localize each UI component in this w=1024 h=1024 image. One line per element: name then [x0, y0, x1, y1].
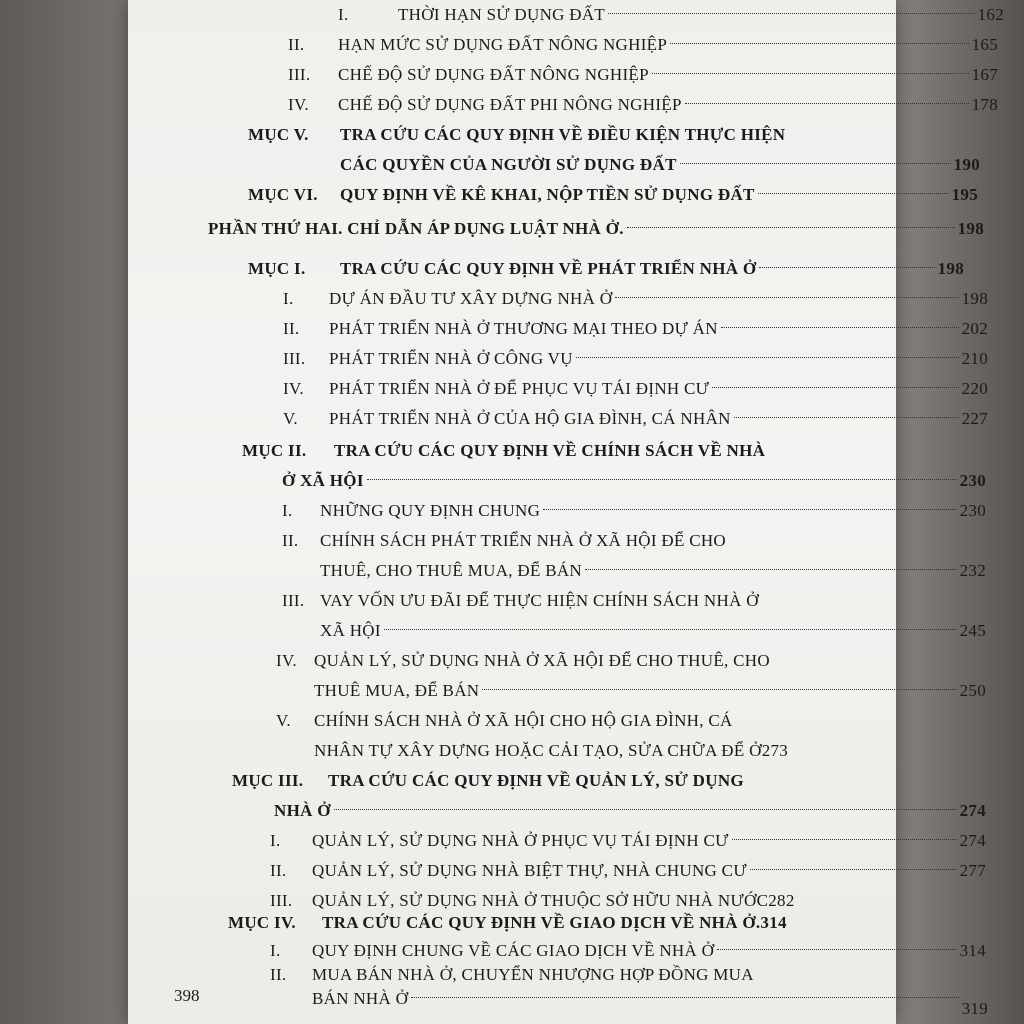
toc-line: CÁC QUYỀN CỦA NGƯỜI SỬ DỤNG ĐẤT 190: [340, 155, 980, 174]
toc-section-heading: MỤC IV. TRA CỨU CÁC QUY ĐỊNH VỀ GIAO DỊCH VỀ NHÀ Ở.314: [228, 913, 787, 932]
toc-section-heading: MỤC V. TRA CỨU CÁC QUY ĐỊNH VỀ ĐIỀU KIỆN THỰC HIỆN: [248, 125, 786, 144]
toc-line: I. DỰ ÁN ĐẦU TƯ XÂY DỰNG NHÀ Ở 198: [283, 289, 988, 308]
toc-line: III. PHÁT TRIỂN NHÀ Ở CÔNG VỤ 210: [283, 349, 988, 368]
toc-line: III. CHẾ ĐỘ SỬ DỤNG ĐẤT NÔNG NGHIỆP 167: [288, 65, 998, 84]
toc-line: II. MUA BÁN NHÀ Ở, CHUYỂN NHƯỢNG HỢP ĐỒNG MUA: [270, 965, 754, 984]
toc-part-heading: PHẦN THỨ HAI. CHỈ DẪN ÁP DỤNG LUẬT NHÀ Ở. 198: [208, 219, 984, 238]
toc-line: II. QUẢN LÝ, SỬ DỤNG NHÀ BIỆT THỰ, NHÀ CHUNG CƯ 277: [270, 861, 986, 880]
toc-section-heading: MỤC I. TRA CỨU CÁC QUY ĐỊNH VỀ PHÁT TRIỂN NHÀ Ở 198: [248, 259, 964, 278]
toc-section-heading: MỤC II. TRA CỨU CÁC QUY ĐỊNH VỀ CHÍNH SÁCH VỀ NHÀ: [242, 441, 766, 460]
toc-line: II. PHÁT TRIỂN NHÀ Ở THƯƠNG MẠI THEO DỰ ÁN 202: [283, 319, 988, 338]
toc-line: I. QUẢN LÝ, SỬ DỤNG NHÀ Ở PHỤC VỤ TÁI ĐỊNH CƯ 274: [270, 831, 986, 850]
toc-line: IV. PHÁT TRIỂN NHÀ Ở ĐỂ PHỤC VỤ TÁI ĐỊNH CƯ 220: [283, 379, 988, 398]
page-number: 398: [174, 986, 200, 1005]
toc-line: IV. CHẾ ĐỘ SỬ DỤNG ĐẤT PHI NÔNG NGHIỆP 178: [288, 95, 998, 114]
toc-section-heading: MỤC III. TRA CỨU CÁC QUY ĐỊNH VỀ QUẢN LÝ, SỬ DỤNG: [232, 771, 744, 790]
toc-line: THUÊ, CHO THUÊ MUA, ĐỂ BÁN 232: [320, 561, 986, 580]
toc-line: IV. QUẢN LÝ, SỬ DỤNG NHÀ Ở XÃ HỘI ĐỂ CHO THUÊ, CHO: [276, 651, 770, 670]
toc-line: I. NHỮNG QUY ĐỊNH CHUNG 230: [282, 501, 986, 520]
toc-line: THUÊ MUA, ĐỂ BÁN 250: [314, 681, 986, 700]
toc-line: V. PHÁT TRIỂN NHÀ Ở CỦA HỘ GIA ĐÌNH, CÁ NHÂN 227: [283, 409, 988, 428]
toc-line: II. CHÍNH SÁCH PHÁT TRIỂN NHÀ Ở XÃ HỘI ĐỂ CHO: [282, 531, 726, 550]
toc-line: XÃ HỘI 245: [320, 621, 986, 640]
book-page: [128, 0, 1004, 1024]
toc-line: II. HẠN MỨC SỬ DỤNG ĐẤT NÔNG NGHIỆP 165: [288, 35, 998, 54]
toc-line: V. CHÍNH SÁCH NHÀ Ở XÃ HỘI CHO HỘ GIA ĐÌNH, CÁ: [276, 711, 733, 730]
toc-line: I. QUY ĐỊNH CHUNG VỀ CÁC GIAO DỊCH VỀ NHÀ Ở 314: [270, 941, 986, 960]
toc-line: III. QUẢN LÝ, SỬ DỤNG NHÀ Ở THUỘC SỞ HỮU NHÀ NƯỚC282: [270, 891, 795, 910]
toc-line: NHÀ Ở 274: [274, 801, 986, 820]
background-left: [0, 0, 140, 1024]
toc-line: Ở XÃ HỘI 230: [282, 471, 986, 490]
toc-line: I. THỜI HẠN SỬ DỤNG ĐẤT 162: [338, 5, 1004, 24]
toc-section-heading: MỤC VI. QUY ĐỊNH VỀ KÊ KHAI, NỘP TIỀN SỬ DỤNG ĐẤT 195: [248, 185, 978, 204]
toc-line: III. VAY VỐN ƯU ĐÃI ĐỂ THỰC HIỆN CHÍNH SÁCH NHÀ Ở: [282, 591, 759, 610]
toc-line: BÁN NHÀ Ở 319: [312, 989, 988, 1018]
toc-line: NHÂN TỰ XÂY DỰNG HOẶC CẢI TẠO, SỬA CHỮA ĐỂ Ở273: [314, 741, 789, 760]
